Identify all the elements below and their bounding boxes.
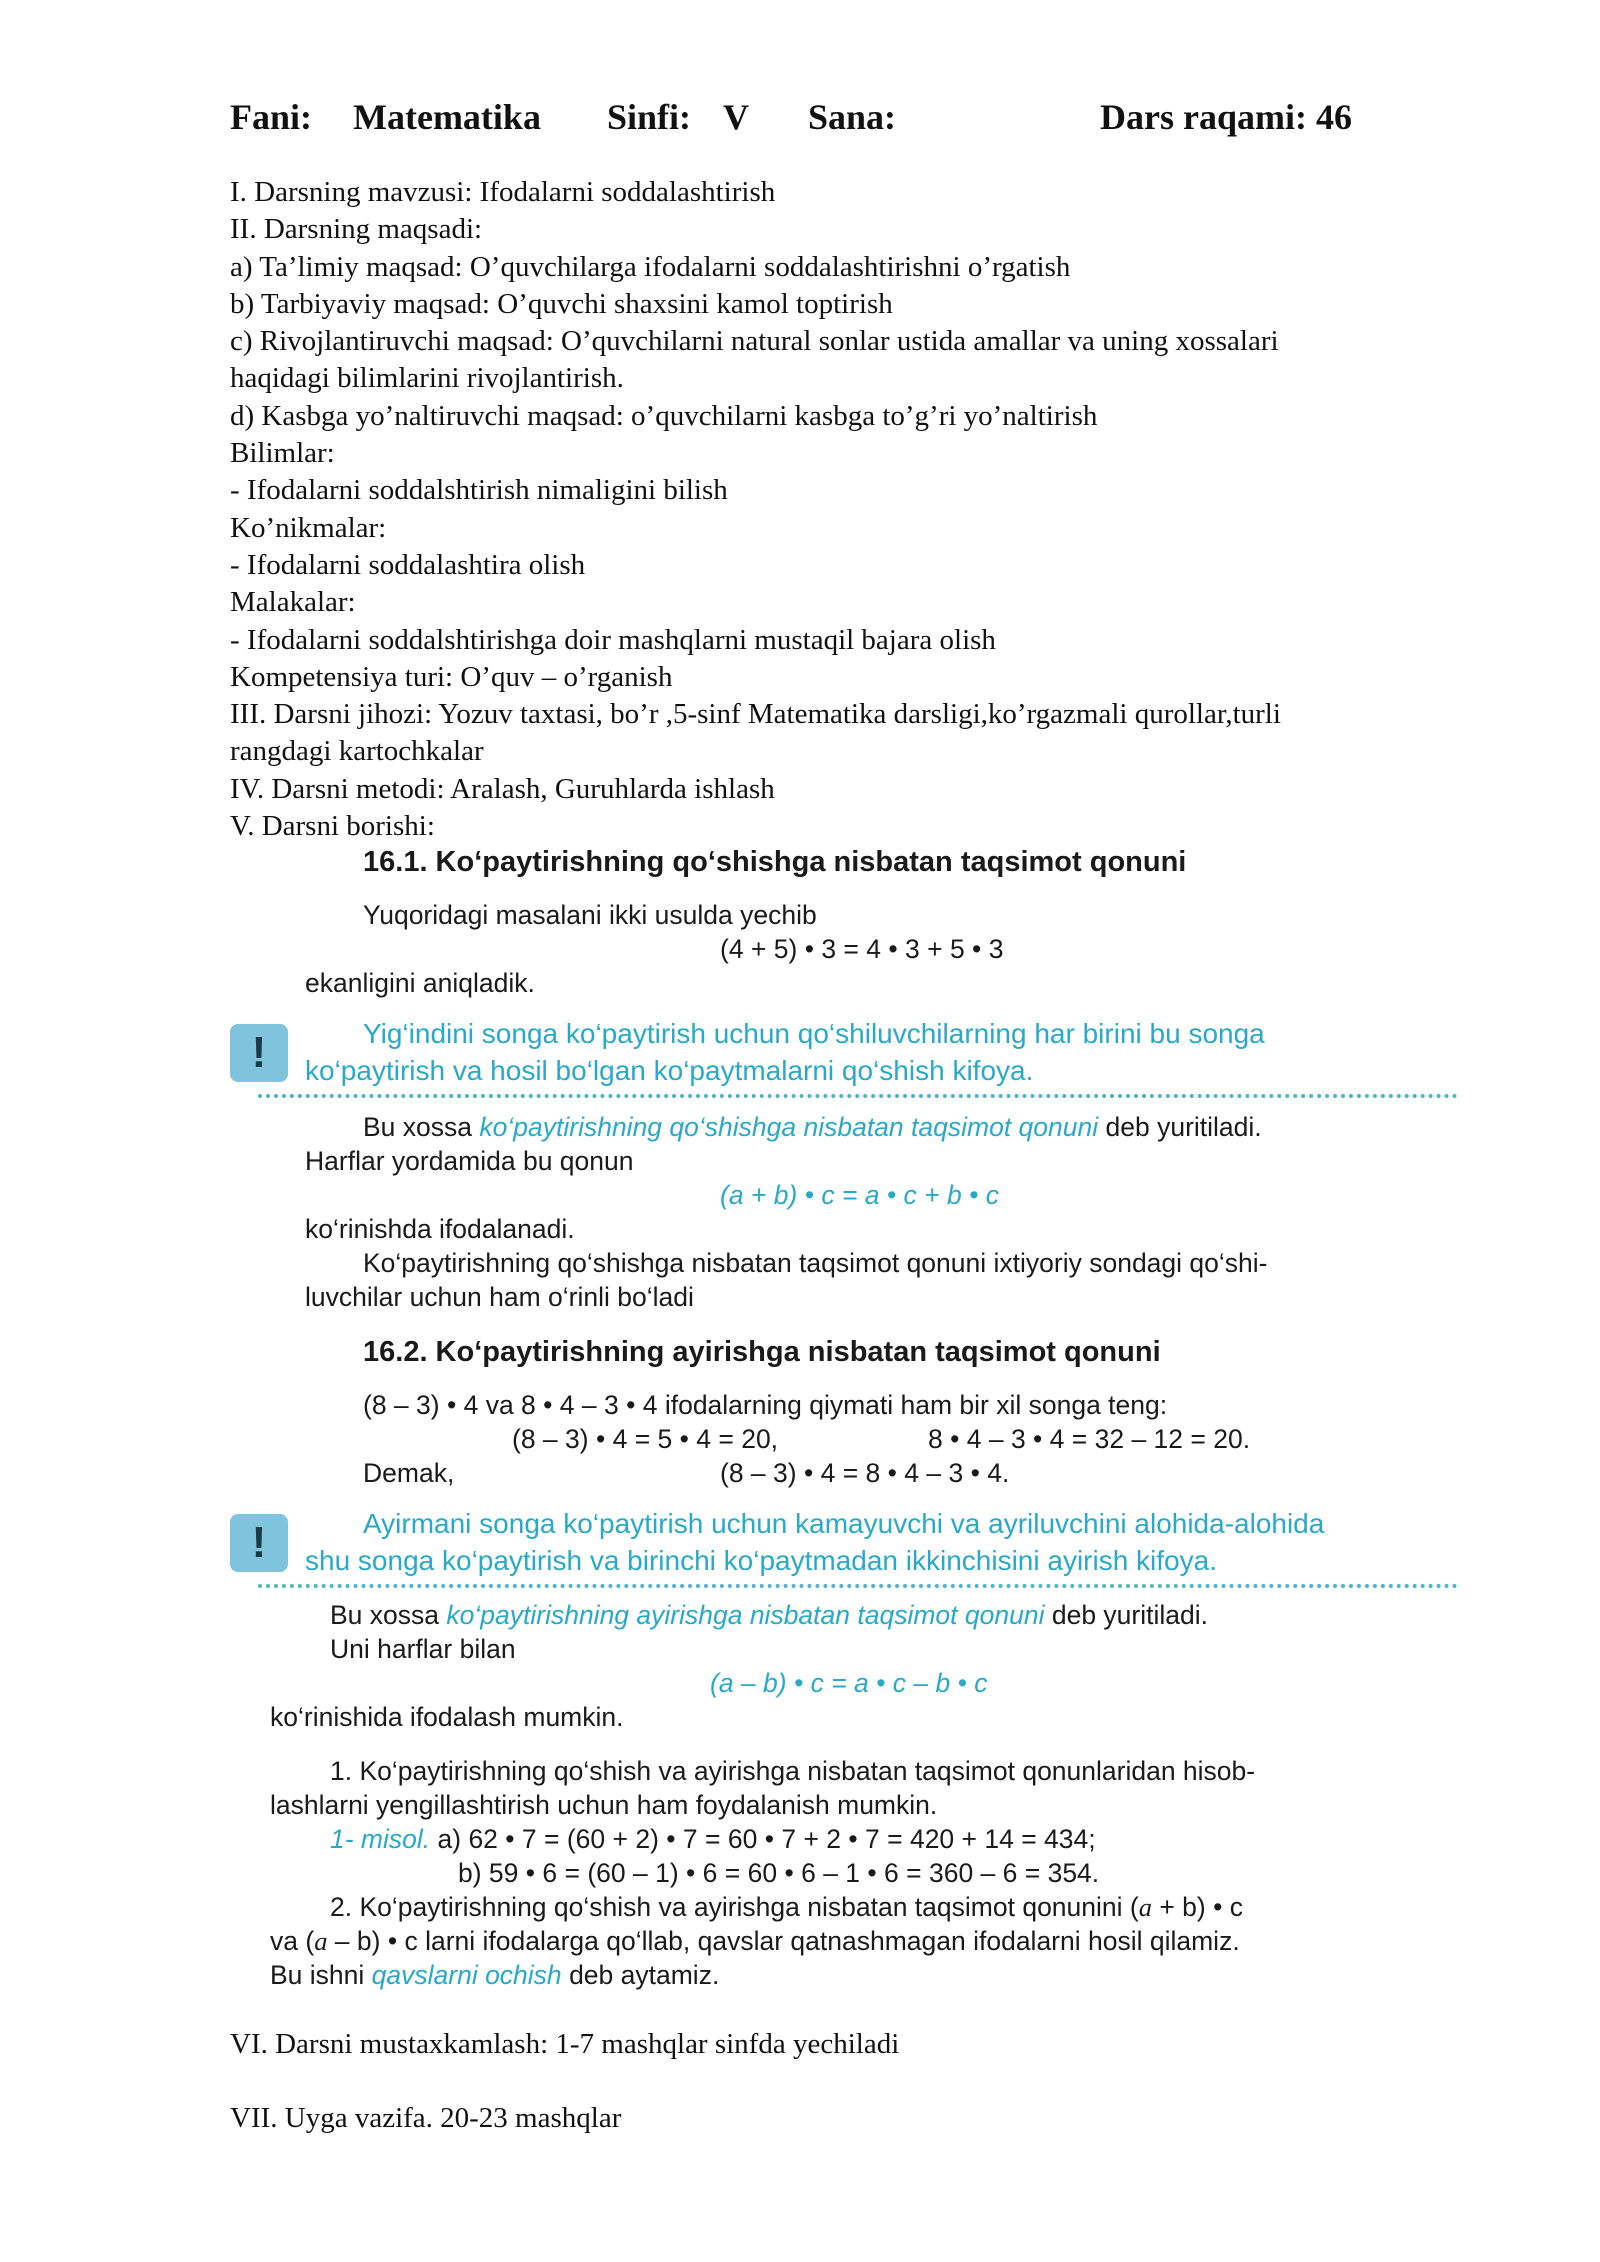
calculation: 8 • 4 – 3 • 4 = 32 – 12 = 20. bbox=[928, 1424, 1251, 1454]
property-suffix: deb yuritiladi. bbox=[1105, 1112, 1262, 1142]
plan-line: d) Kasbga yo’naltiruvchi maqsad: o’quvchilarni kasbga to’g’ri yo’naltirish bbox=[230, 399, 1098, 432]
property-name: ko‘paytirishning ayirishga nisbatan taqsimot qonuni bbox=[446, 1600, 1045, 1630]
paragraph-text bbox=[330, 1892, 1243, 1923]
section-text: Harflar yordamida bu qonun bbox=[305, 1146, 634, 1176]
plan-line: I. Darsning mavzusi: Ifodalarni soddalashtirish bbox=[230, 176, 776, 208]
plan-line: V. Darsni borishi: bbox=[230, 810, 435, 843]
plan-line: - Ifodalarni soddalshtirishga doir mashqlarni mustaqil bajara olish bbox=[230, 623, 996, 656]
section-text: Ko‘paytirishning qo‘shishga nisbatan taqsimot qonuni ixtiyoriy sondagi qo‘shi- bbox=[363, 1248, 1268, 1278]
term: qavslarni ochish bbox=[371, 1960, 562, 1990]
section-text: Uni harflar bilan bbox=[330, 1634, 516, 1664]
subject-label: Fani: bbox=[230, 97, 313, 137]
paragraph-text bbox=[270, 1926, 1240, 1957]
plan-line: - Ifodalarni soddalshtirish nimaligini bilish bbox=[230, 474, 728, 507]
text-part: Bu ishni bbox=[270, 1960, 365, 1990]
law-formula: (a – b) • c = a • c – b • c bbox=[710, 1668, 988, 1698]
subject-value: Matematika bbox=[353, 97, 541, 137]
reinforcement-line: VI. Darsni mustaxkamlash: 1-7 mashqlar sinfda yechiladi bbox=[230, 2028, 900, 2060]
section-text: (8 – 3) • 4 va 8 • 4 – 3 • 4 ifodalarning qiymati ham bir xil songa teng: bbox=[363, 1390, 1168, 1420]
text-part: – b) • c larni ifodalarga qo‘llab, qavslar qatnashmagan ifodalarni hosil qilamiz. bbox=[327, 1926, 1240, 1956]
calculation: (8 – 3) • 4 = 5 • 4 = 20, bbox=[512, 1424, 779, 1454]
dotted-divider bbox=[258, 1584, 1458, 1588]
property-prefix: Bu xossa bbox=[363, 1112, 473, 1142]
plan-line: III. Darsni jihozi: Yozuv taxtasi, bo’r ,5-sinf Matematika darsligi,ko’rgazmali qurollar,turli bbox=[230, 698, 1281, 731]
paragraph-text: lashlarni yengillashtirish uchun ham foydalanish mumkin. bbox=[270, 1790, 938, 1820]
calculation: (8 – 3) • 4 = 8 • 4 – 3 • 4. bbox=[720, 1458, 1010, 1488]
rule-text: shu songa ko‘paytirish va birinchi ko‘paytmadan ikkinchisini ayirish kifoya. bbox=[305, 1545, 1217, 1576]
plan-line: II. Darsning maqsadi: bbox=[230, 213, 483, 246]
plan-line: c) Rivojlantiruvchi maqsad: O’quvchilarni natural sonlar ustida amallar va uning xossalari bbox=[230, 325, 1279, 358]
plan-line: Malakalar: bbox=[230, 586, 356, 619]
property-name: ko‘paytirishning qo‘shishga nisbatan taqsimot qonuni bbox=[479, 1112, 1099, 1142]
section-text: ekanligini aniqladik. bbox=[305, 968, 535, 998]
class-label: Sinfi: bbox=[607, 97, 692, 137]
plan-line: Ko’nikmalar: bbox=[230, 511, 387, 544]
example-line bbox=[330, 1824, 1096, 1855]
lesson-number: Dars raqami: 46 bbox=[1100, 97, 1352, 137]
class-value: V bbox=[723, 97, 749, 137]
section-text: ko‘rinishda ifodalanadi. bbox=[305, 1214, 575, 1244]
property-prefix: Bu xossa bbox=[330, 1600, 440, 1630]
exclamation-icon: ! bbox=[230, 1024, 288, 1082]
text-part: + b) • c bbox=[1151, 1892, 1243, 1922]
lesson-header bbox=[230, 96, 1380, 146]
paragraph-text: 1. Ko‘paytirishning qo‘shish va ayirishga nisbatan taqsimot qonunlaridan hisob- bbox=[330, 1756, 1256, 1786]
date-label: Sana: bbox=[808, 97, 897, 137]
rule-text: Ayirmani songa ko‘paytirish uchun kamayuvchi va ayriluvchini alohida-alohida bbox=[363, 1508, 1325, 1539]
section-text: Yuqoridagi masalani ikki usulda yechib bbox=[363, 900, 817, 930]
plan-line: Kompetensiya turi: O’quv – o’rganish bbox=[230, 660, 673, 693]
rule-text: Yig‘indini songa ko‘paytirish uchun qo‘shiluvchilarning har birini bu songa bbox=[363, 1018, 1265, 1049]
text-part: va ( bbox=[270, 1926, 315, 1956]
rule-text: ko‘paytirish va hosil bo‘lgan ko‘paytmalarni qo‘shish kifoya. bbox=[305, 1055, 1034, 1086]
example-b: b) 59 • 6 = (60 – 1) • 6 = 60 • 6 – 1 • 6 = 360 – 6 = 354. bbox=[458, 1858, 1100, 1888]
plan-line: - Ifodalarni soddalashtira olish bbox=[230, 548, 586, 581]
section-text: luvchilar uchun ham o‘rinli bo‘ladi bbox=[305, 1282, 694, 1312]
text-part: 2. Ko‘paytirishning qo‘shish va ayirishga nisbatan taqsimot qonunini ( bbox=[330, 1892, 1139, 1922]
section-title-16-1: 16.1. Ko‘paytirishning qo‘shishga nisbatan taqsimot qonuni bbox=[363, 846, 1187, 878]
text-part: deb aytamiz. bbox=[569, 1960, 720, 1990]
example-label: 1- misol. bbox=[330, 1824, 431, 1854]
property-suffix: deb yuritiladi. bbox=[1051, 1600, 1208, 1630]
plan-line: haqidagi bilimlarini rivojlantirish. bbox=[230, 362, 624, 395]
section-text: Demak, bbox=[363, 1458, 455, 1488]
variable: a bbox=[314, 1926, 328, 1956]
lesson-plan bbox=[230, 174, 1430, 845]
law-formula: (a + b) • c = a • c + b • c bbox=[720, 1180, 999, 1210]
plan-line: IV. Darsni metodi: Aralash, Guruhlarda ishlash bbox=[230, 772, 775, 805]
plan-line: rangdagi kartochkalar bbox=[230, 735, 484, 768]
plan-line: a) Ta’limiy maqsad: O’quvchilarga ifodalarni soddalashtirishni o’rgatish bbox=[230, 250, 1071, 283]
section-title-16-2: 16.2. Ko‘paytirishning ayirishga nisbatan taqsimot qonuni bbox=[363, 1336, 1161, 1368]
formula: (4 + 5) • 3 = 4 • 3 + 5 • 3 bbox=[720, 934, 1004, 964]
plan-line: Bilimlar: bbox=[230, 437, 335, 470]
exclamation-icon: ! bbox=[230, 1514, 288, 1572]
paragraph-text bbox=[270, 1960, 719, 1991]
section-text: ko‘rinishida ifodalash mumkin. bbox=[270, 1702, 624, 1732]
homework-line: VII. Uyga vazifa. 20-23 mashqlar bbox=[230, 2102, 622, 2134]
example-a: a) 62 • 7 = (60 + 2) • 7 = 60 • 7 + 2 • 7 = 420 + 14 = 434; bbox=[437, 1824, 1096, 1854]
dotted-divider bbox=[258, 1094, 1458, 1098]
property-text bbox=[330, 1600, 1208, 1631]
property-text bbox=[363, 1112, 1262, 1143]
plan-line: b) Tarbiyaviy maqsad: O’quvchi shaxsini kamol toptirish bbox=[230, 287, 893, 320]
variable: a bbox=[1138, 1892, 1152, 1922]
